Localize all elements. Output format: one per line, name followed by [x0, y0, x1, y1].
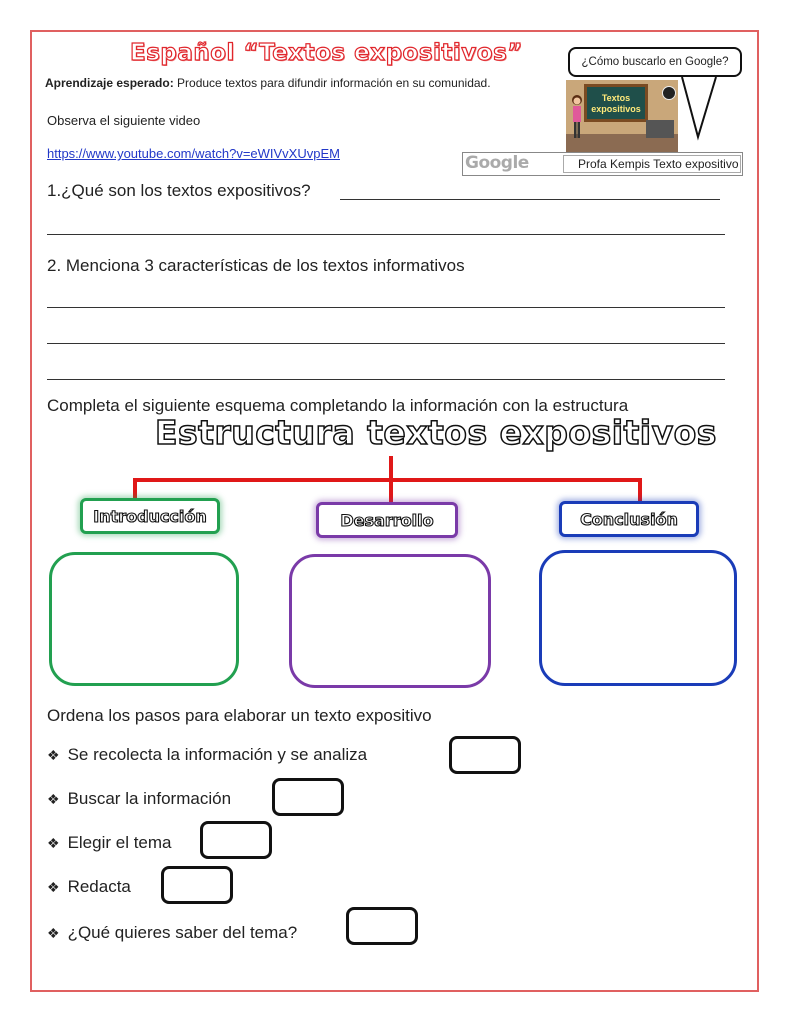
step-text: ¿Qué quieres saber del tema?: [67, 923, 298, 942]
label-introduccion: [80, 498, 220, 534]
step-text: Buscar la información: [67, 789, 232, 808]
label-desarrollo: [316, 502, 458, 538]
diamond-bullet-icon: ❖: [47, 878, 60, 895]
diamond-bullet-icon: ❖: [47, 924, 60, 941]
step-item: [47, 789, 231, 809]
label-conclusion: [559, 501, 699, 537]
page-title: Español “Textos expositivos”: [130, 40, 523, 66]
expected-learning-text: Produce textos para difundir información en su comunidad.: [173, 76, 491, 90]
scheme-title: Estructura textos expositivos: [155, 413, 717, 452]
google-logo: Google: [465, 153, 529, 173]
step-order-box[interactable]: [449, 736, 521, 774]
question-2: 2. Menciona 3 características de los textos informativos: [47, 256, 465, 275]
diamond-bullet-icon: ❖: [47, 746, 60, 763]
label-introduccion-text: Introducción: [93, 506, 207, 526]
order-instruction: Ordena los pasos para elaborar un texto expositivo: [47, 706, 432, 725]
speech-bubble-text: ¿Cómo buscarlo en Google?: [581, 56, 729, 68]
connector-lines: [135, 458, 640, 500]
scheme-instruction: Completa el siguiente esquema completando la información con la estructura: [47, 396, 629, 415]
question-1: 1.¿Qué son los textos expositivos?: [47, 181, 311, 200]
step-item: [47, 877, 131, 897]
expected-learning-label: Aprendizaje esperado:: [45, 76, 174, 90]
step-item: [47, 833, 172, 853]
step-order-box[interactable]: [200, 821, 272, 859]
step-text: Elegir el tema: [67, 833, 172, 852]
diamond-bullet-icon: ❖: [47, 790, 60, 807]
observe-instruction: Observa el siguiente video: [47, 113, 201, 128]
thumbnail-title: Textos expositivos: [591, 93, 641, 114]
search-query: Profa Kempis Texto expositivo: [563, 155, 741, 173]
diamond-bullet-icon: ❖: [47, 834, 60, 851]
step-item: [47, 745, 367, 765]
step-order-box[interactable]: [272, 778, 344, 816]
label-desarrollo-text: Desarrollo: [340, 510, 434, 530]
step-order-box[interactable]: [161, 866, 233, 904]
step-item: [47, 923, 297, 943]
step-text: Se recolecta la información y se analiza: [67, 745, 368, 764]
conclusion-answer-box[interactable]: [539, 550, 737, 686]
desarrollo-answer-box[interactable]: [289, 554, 491, 688]
step-text: Redacta: [67, 877, 131, 896]
video-link[interactable]: https://www.youtube.com/watch?v=eWIVvXUvpEM: [47, 146, 340, 161]
label-conclusion-text: Conclusión: [580, 509, 678, 529]
introduccion-answer-box[interactable]: [49, 552, 239, 686]
step-order-box[interactable]: [346, 907, 418, 945]
